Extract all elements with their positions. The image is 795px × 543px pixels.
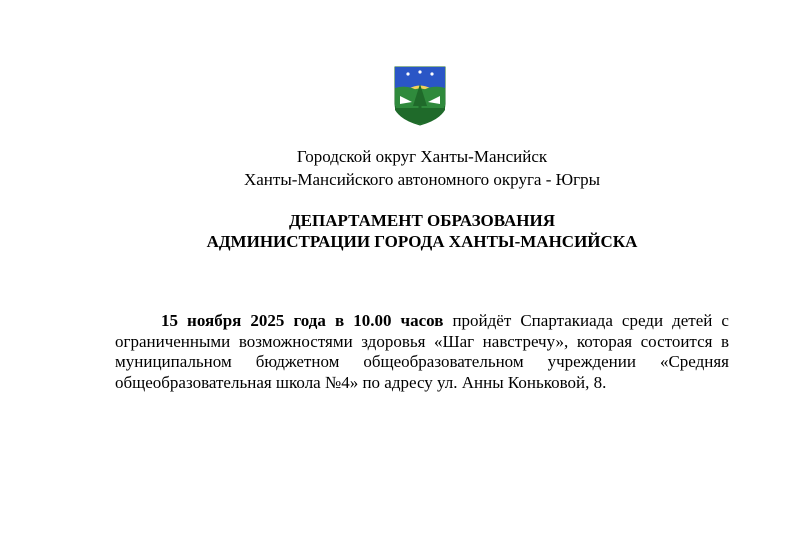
region-title: Ханты-Мансийского автономного округа - Югры xyxy=(243,170,601,189)
administration-title: АДМИНИСТРАЦИИ ГОРОДА ХАНТЫ-МАНСИЙСКА xyxy=(206,232,638,251)
coat-of-arms-icon xyxy=(394,66,446,126)
announcement-text: пройдёт Спартакиада среди детей с ограниченными возможностями здоровья «Шаг навстречу», которая состоится в муниципальном бюджетном общеобразовательном учреждении «Средняя общеобразовательная школа №4» по адресу ул. Анны Коньковой, 8. xyxy=(115,311,729,392)
announcement-date: 15 ноября 2025 года в 10.00 часов xyxy=(161,311,444,330)
department-title: ДЕПАРТАМЕНТ ОБРАЗОВАНИЯ xyxy=(288,211,556,230)
municipality-title: Городской округ Ханты-Мансийск xyxy=(296,147,548,166)
announcement-paragraph xyxy=(115,311,729,393)
